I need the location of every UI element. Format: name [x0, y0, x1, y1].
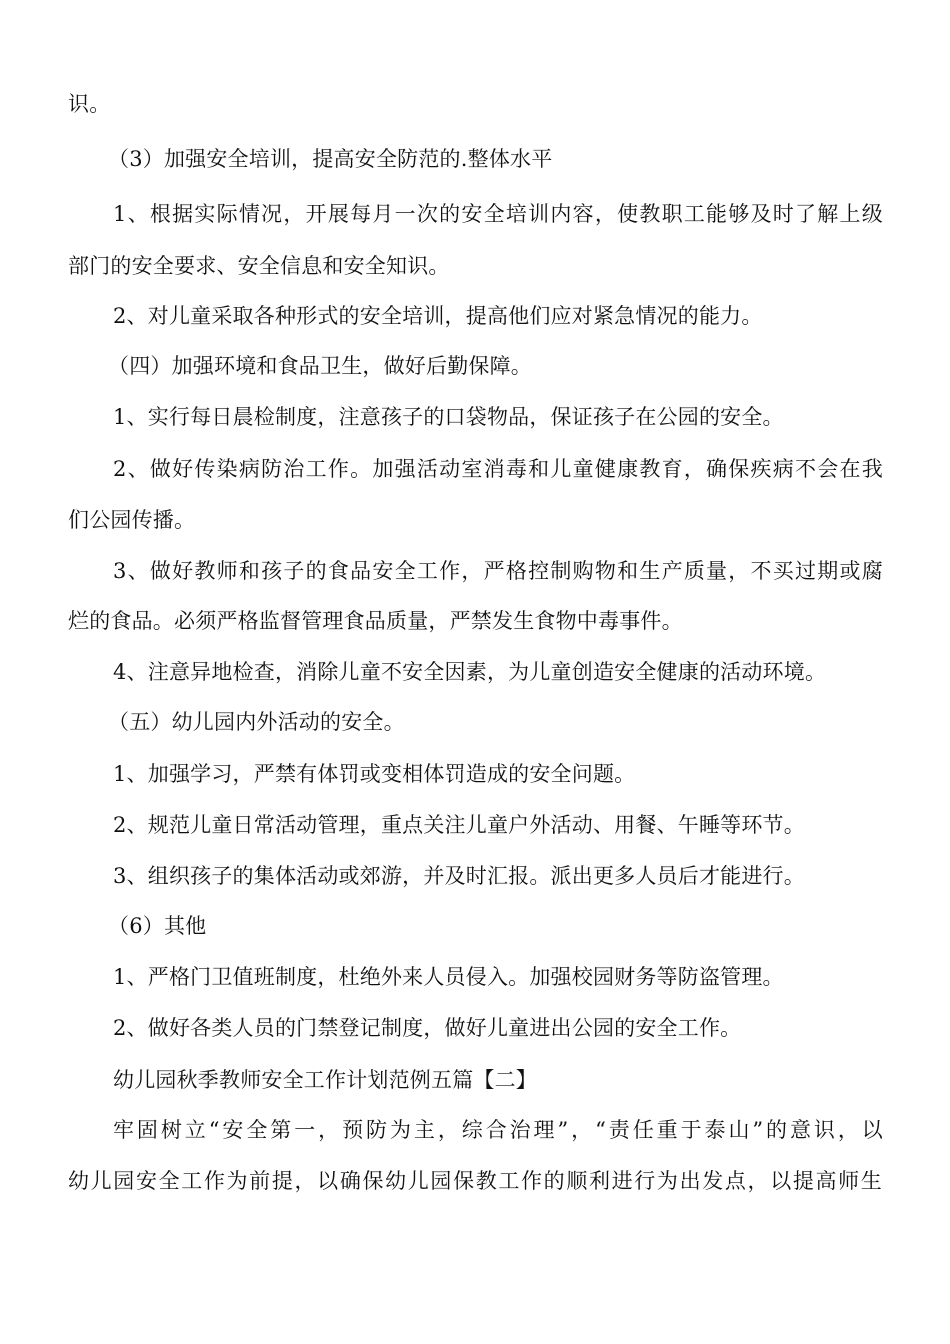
section-heading: （3）加强安全培训，提高安全防范的.整体水平	[108, 147, 553, 171]
text-line: 烂的食品。必须严格监督管理食品质量，严禁发生食物中毒事件。	[68, 609, 683, 633]
text-line: 1、严格门卫值班制度，杜绝外来人员侵入。加强校园财务等防盗管理。	[113, 965, 784, 989]
section-heading: （五）幼儿园内外活动的安全。	[108, 710, 405, 734]
text-line: 1、根据实际情况，开展每月一次的安全培训内容，使教职工能够及时了解上级	[113, 202, 883, 226]
text-line: 部门的安全要求、安全信息和安全知识。	[68, 254, 450, 278]
text-line: 们公园传播。	[68, 508, 196, 532]
text-line: 2、规范儿童日常活动管理，重点关注儿童户外活动、用餐、午睡等环节。	[113, 813, 805, 837]
text-line: 4、注意异地检查，消除儿童不安全因素，为儿童创造安全健康的活动环境。	[113, 660, 827, 684]
text-line: 识。	[68, 92, 111, 116]
text-line: 1、加强学习，严禁有体罚或变相体罚造成的安全问题。	[113, 762, 636, 786]
text-line: 2、做好各类人员的门禁登记制度，做好儿童进出公园的安全工作。	[113, 1016, 742, 1040]
section-heading: （四）加强环境和食品卫生，做好后勤保障。	[108, 354, 532, 378]
text-line: 1、实行每日晨检制度，注意孩子的口袋物品，保证孩子在公园的安全。	[113, 405, 784, 429]
text-line: 3、组织孩子的集体活动或郊游，并及时汇报。派出更多人员后才能进行。	[113, 864, 805, 888]
text-line: 2、对儿童采取各种形式的安全培训，提高他们应对紧急情况的能力。	[113, 304, 763, 328]
text-line: 幼儿园安全工作为前提，以确保幼儿园保教工作的顺利进行为出发点，以提高师生	[68, 1169, 882, 1193]
text-line: 3、做好教师和孩子的食品安全工作，严格控制购物和生产质量，不买过期或腐	[113, 559, 883, 583]
section-heading: （6）其他	[108, 914, 207, 938]
text-line: 牢固树立“安全第一，预防为主，综合治理”，“责任重于泰山”的意识，以	[113, 1118, 883, 1142]
text-line: 2、做好传染病防治工作。加强活动室消毒和儿童健康教育，确保疾病不会在我	[113, 457, 883, 481]
article-title: 幼儿园秋季教师安全工作计划范例五篇【二】	[113, 1068, 537, 1092]
